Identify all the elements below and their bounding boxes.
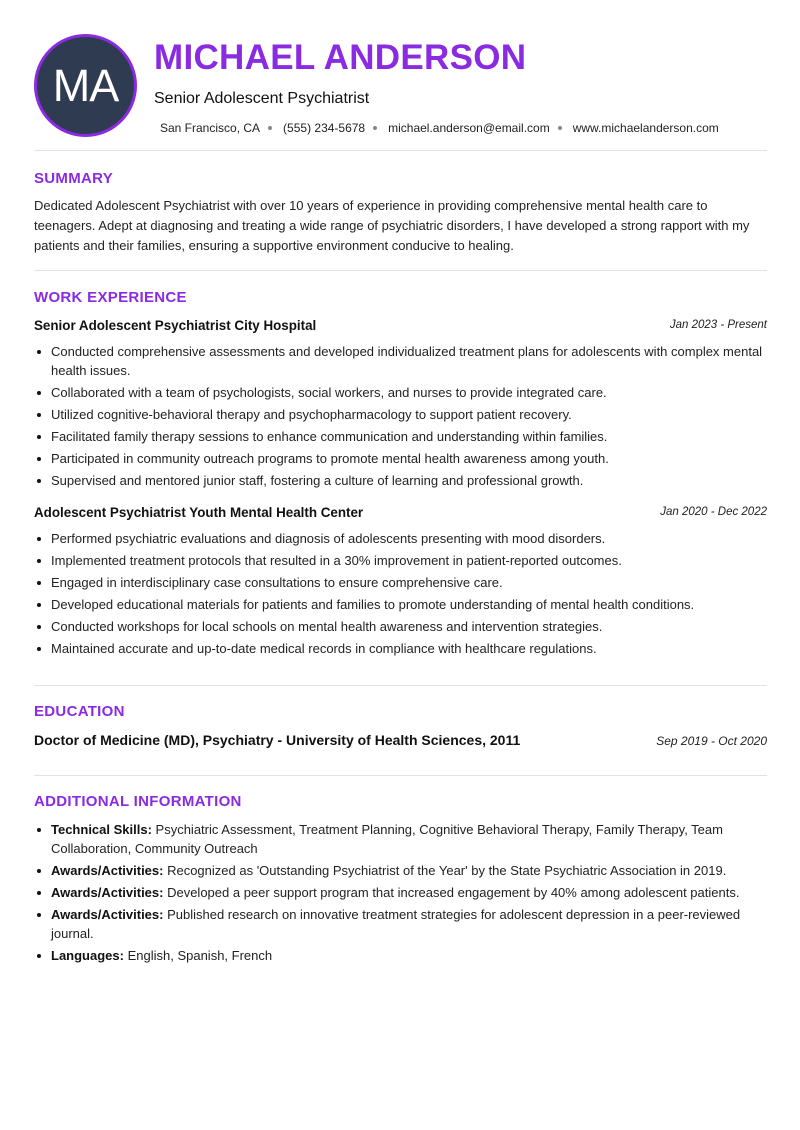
list-item: Conducted comprehensive assessments and developed individualized treatment plans for adolescents with complex mental health issues. xyxy=(34,342,767,380)
candidate-name: MICHAEL ANDERSON xyxy=(154,38,527,77)
divider xyxy=(34,685,767,686)
avatar xyxy=(34,34,137,137)
list-item xyxy=(34,883,767,902)
item-text: Developed a peer support program that increased engagement by 40% among adolescent patients. xyxy=(163,885,740,900)
contact-phone: (555) 234-5678 xyxy=(283,121,366,135)
list-item: Performed psychiatric evaluations and diagnosis of adolescents presenting with mood disorders. xyxy=(34,529,767,548)
education-heading: EDUCATION xyxy=(34,703,125,720)
divider xyxy=(34,270,767,271)
contact-website[interactable]: www.michaelanderson.com xyxy=(572,121,719,135)
list-item: Conducted workshops for local schools on mental health awareness and intervention strategies. xyxy=(34,617,767,636)
item-label: Awards/Activities: xyxy=(51,885,164,900)
education-entry xyxy=(34,732,767,748)
list-item xyxy=(34,946,767,965)
job-header xyxy=(34,318,767,333)
list-item xyxy=(34,905,767,943)
separator-dot xyxy=(558,126,562,130)
separator-dot xyxy=(373,126,377,130)
additional-heading: ADDITIONAL INFORMATION xyxy=(34,793,242,810)
item-text: Published research on innovative treatment strategies for adolescent depression in a peer-reviewed journal. xyxy=(51,907,741,941)
item-label: Awards/Activities: xyxy=(51,863,164,878)
list-item: Participated in community outreach programs to promote mental health awareness among youth. xyxy=(34,449,767,468)
contact-line xyxy=(160,121,719,135)
contact-email[interactable]: michael.anderson@email.com xyxy=(388,121,550,135)
contact-location: San Francisco, CA xyxy=(160,121,261,135)
item-label: Technical Skills: xyxy=(51,822,152,837)
item-text: Recognized as 'Outstanding Psychiatrist of the Year' by the State Psychiatric Association in 2019. xyxy=(163,863,727,878)
list-item: Facilitated family therapy sessions to enhance communication and understanding within families. xyxy=(34,427,767,446)
candidate-title: Senior Adolescent Psychiatrist xyxy=(154,90,370,107)
education-degree: Doctor of Medicine (MD), Psychiatry - University of Health Sciences, 2011 xyxy=(34,732,521,748)
item-text: Psychiatric Assessment, Treatment Planning, Cognitive Behavioral Therapy, Family Therapy, Team Collaboration, Community Outreach xyxy=(51,822,723,856)
item-label: Awards/Activities: xyxy=(51,907,164,922)
job-header xyxy=(34,505,767,520)
job-bullets xyxy=(34,342,767,493)
job-date: Jan 2020 - Dec 2022 xyxy=(660,506,767,518)
job-bullets xyxy=(34,529,767,661)
list-item: Developed educational materials for patients and families to promote understanding of mental health conditions. xyxy=(34,595,767,614)
avatar-initials: MA xyxy=(52,59,119,111)
list-item: Supervised and mentored junior staff, fostering a culture of learning and professional growth. xyxy=(34,471,767,490)
summary-heading: SUMMARY xyxy=(34,170,114,187)
additional-list xyxy=(34,820,767,968)
list-item: Collaborated with a team of psychologists, social workers, and nurses to provide integrated care. xyxy=(34,383,767,402)
divider xyxy=(34,150,767,151)
list-item: Engaged in interdisciplinary case consultations to ensure comprehensive care. xyxy=(34,573,767,592)
list-item: Maintained accurate and up-to-date medical records in compliance with healthcare regulations. xyxy=(34,639,767,658)
job-title: Adolescent Psychiatrist Youth Mental Health Center xyxy=(34,505,364,520)
item-label: Languages: xyxy=(51,948,124,963)
list-item xyxy=(34,861,767,880)
list-item: Implemented treatment protocols that resulted in a 30% improvement in patient-reported outcomes. xyxy=(34,551,767,570)
divider xyxy=(34,775,767,776)
education-date: Sep 2019 - Oct 2020 xyxy=(656,734,767,748)
experience-heading: WORK EXPERIENCE xyxy=(34,289,187,306)
job-date: Jan 2023 - Present xyxy=(669,319,767,331)
resume-header xyxy=(34,34,768,140)
summary-text: Dedicated Adolescent Psychiatrist with over 10 years of experience in providing comprehensive mental health care to teenagers. Adept at diagnosing and treating a wide range of psychiatric disorders, I have developed a strong rapport with my patients and their families, ensuring a supportive environment conducive to healing. xyxy=(34,198,750,253)
list-item: Utilized cognitive-behavioral therapy and psychopharmacology to support patient recovery. xyxy=(34,405,767,424)
separator-dot xyxy=(268,126,272,130)
list-item xyxy=(34,820,767,858)
job-title: Senior Adolescent Psychiatrist City Hospital xyxy=(34,318,317,333)
item-text: English, Spanish, French xyxy=(123,948,273,963)
